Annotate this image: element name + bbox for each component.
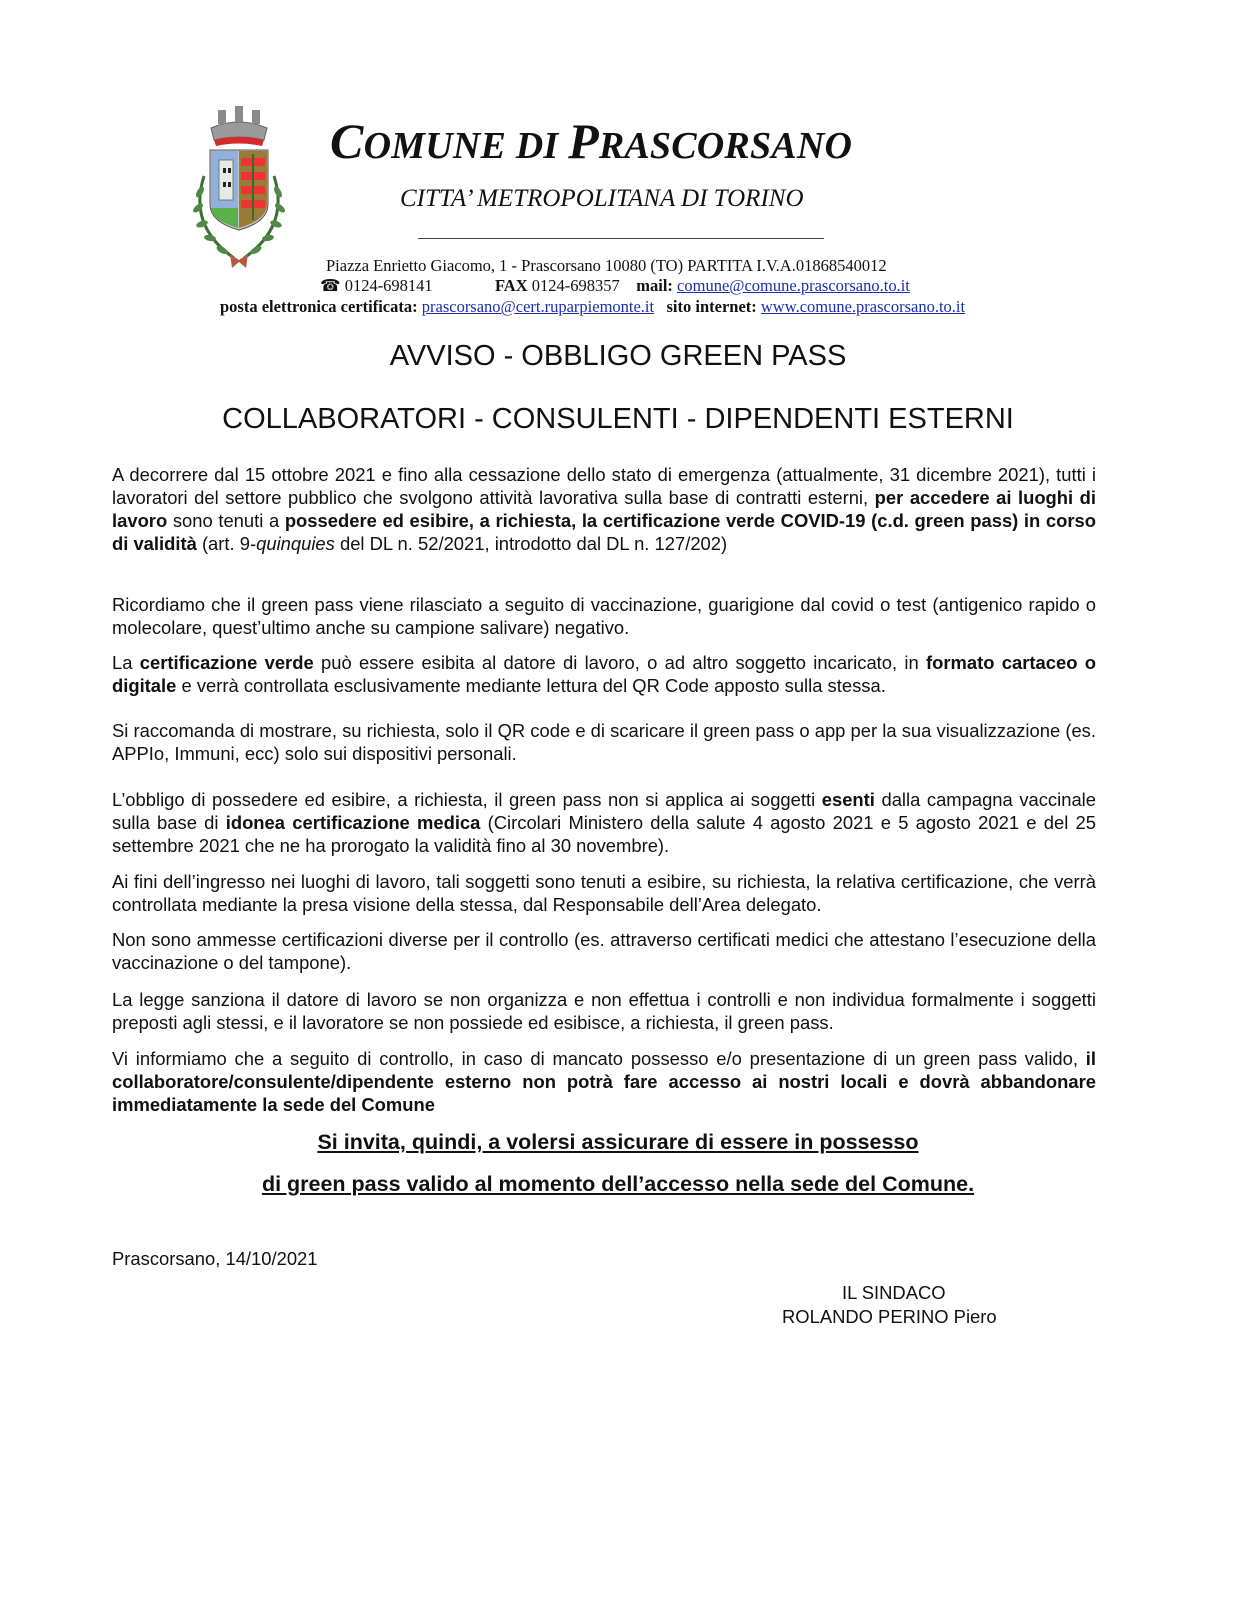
header-divider xyxy=(418,238,824,239)
call-to-action-line-1: Si invita, quindi, a volersi assicurare di essere in possesso xyxy=(317,1130,919,1154)
mail-link[interactable]: comune@comune.prascorsano.to.it xyxy=(677,276,910,295)
p4-text: Si raccomanda di mostrare, su richiesta, solo il QR code e di scaricare il green pass o app per la sua visualizzazione (es. APPIo, Immuni, ecc) solo sui dispositivi personali. xyxy=(112,720,1096,764)
contact-line xyxy=(320,276,910,296)
fax-number: 0124-698357 xyxy=(531,276,620,295)
place-and-date: Prascorsano, 14/10/2021 xyxy=(112,1248,318,1269)
municipality-name xyxy=(330,112,890,170)
site-label: sito internet: xyxy=(666,297,757,316)
title-initial-p: P xyxy=(568,113,599,169)
p1-text-e: (art. 9- xyxy=(196,533,257,554)
paragraph-3 xyxy=(112,651,1096,697)
fax-label: FAX xyxy=(494,276,528,295)
p5-text-c: dalla campagna vaccinale sulla base di xyxy=(112,789,1096,833)
p1-bold-d: possedere ed esibire, a richiesta, la certificazione verde COVID-19 (c.d. green pass) in corso di validità xyxy=(112,510,1096,554)
p2-text: Ricordiamo che il green pass viene rilasciato a seguito di vaccinazione, guarigione dal covid o test (antigenico rapido o molecolare, quest’ultimo anche su campione salivare) negativo. xyxy=(112,594,1096,638)
notice-subtitle: COLLABORATORI - CONSULENTI - DIPENDENTI ESTERNI xyxy=(222,403,1014,435)
p6-text: Ai fini dell’ingresso nei luoghi di lavoro, tali soggetti sono tenuti a esibire, su richiesta, la relativa certificazione, che verrà controllata mediante la presa visione della stessa, dal Responsabile dell’Area delegato. xyxy=(112,871,1096,915)
call-to-action-line-2: di green pass valido al momento dell’accesso nella sede del Comune. xyxy=(261,1172,975,1196)
pec-site-line xyxy=(220,297,965,317)
p3-bold-b: certificazione verde xyxy=(139,652,314,673)
paragraph-1 xyxy=(112,463,1096,555)
p1-text-g: del DL n. 52/2021, introdotto dal DL n. 127/202) xyxy=(334,533,728,554)
website-link[interactable]: www.comune.prascorsano.to.it xyxy=(760,297,966,316)
p3-text-a: La xyxy=(112,652,140,673)
coat-of-arms-logo xyxy=(178,96,300,276)
p9-text-a: Vi informiamo che a seguito di controllo, in caso di mancato possesso e/o presentazione di un green pass valido, xyxy=(112,1048,1086,1069)
p3-bold-d: formato cartaceo o digitale xyxy=(112,652,1096,696)
p5-bold-d: idonea certificazione medica xyxy=(225,812,481,833)
p1-bold-b: per accedere ai luoghi di lavoro xyxy=(112,487,1097,531)
paragraph-7 xyxy=(112,928,1096,974)
p1-italic-f: quinquies xyxy=(256,533,335,554)
paragraph-8 xyxy=(112,988,1096,1034)
p8-text: La legge sanziona il datore di lavoro se non organizza e non effettua i controlli e non individua formalmente i soggetti preposti agli stessi, e il lavoratore se non possiede ed esibisce, a richiesta, il green pass. xyxy=(112,989,1096,1033)
p7-text: Non sono ammesse certificazioni diverse per il controllo (es. attraverso certificati medici che attestano l’esecuzione della vaccinazione o del tampone). xyxy=(112,929,1096,973)
signatory-title: IL SINDACO xyxy=(842,1282,946,1303)
paragraph-6 xyxy=(112,870,1096,916)
p1-text-a: A decorrere dal 15 ottobre 2021 e fino alla cessazione dello stato di emergenza (attualmente, 31 dicembre 2021), tutti i lavoratori del settore pubblico che svolgono attività lavorativa sulla base di contratti esterni, xyxy=(112,464,1096,508)
p5-bold-b: esenti xyxy=(821,789,875,810)
paragraph-2 xyxy=(112,593,1096,639)
p9-bold-b: il collaboratore/consulente/dipendente esterno non potrà fare accesso ai nostri locali e dovrà abbandonare immediatamente la sede del Comune xyxy=(112,1048,1096,1115)
p3-text-e: e verrà controllata esclusivamente mediante lettura del QR Code apposto sulla stessa. xyxy=(176,675,886,696)
metropolitan-city-subtitle: CITTA’ METROPOLITANA DI TORINO xyxy=(400,185,804,212)
pec-label: posta elettronica certificata: xyxy=(220,297,418,316)
p3-text-c: può essere esibita al datore di lavoro, o ad altro soggetto incaricato, in xyxy=(313,652,927,673)
paragraph-9 xyxy=(112,1047,1096,1116)
title-part-1: OMUNE DI xyxy=(363,125,569,167)
paragraph-4 xyxy=(112,719,1096,765)
p5-text-a: L’obbligo di possedere ed esibire, a richiesta, il green pass non si applica ai soggetti xyxy=(112,789,822,810)
notice-title: AVVISO - OBBLIGO GREEN PASS xyxy=(389,340,847,372)
mail-label: mail: xyxy=(636,276,673,295)
phone-number: 0124-698141 xyxy=(344,276,433,295)
p5-text-e: (Circolari Ministero della salute 4 agosto 2021 e 5 agosto 2021 e del 25 settembre 2021 che ne ha prorogato la validità fino al 30 novembre). xyxy=(112,812,1096,856)
p1-text-c: sono tenuti a xyxy=(167,510,285,531)
paragraph-5 xyxy=(112,788,1096,857)
title-part-2: RASCORSANO xyxy=(598,125,853,167)
signatory-name: ROLANDO PERINO Piero xyxy=(782,1306,997,1327)
address-line: Piazza Enrietto Giacomo, 1 - Prascorsano 10080 (TO) PARTITA I.V.A.01868540012 xyxy=(326,256,887,275)
title-initial-c: C xyxy=(330,113,364,169)
telephone-icon: ☎ xyxy=(320,276,341,295)
pec-link[interactable]: prascorsano@cert.ruparpiemonte.it xyxy=(421,297,655,316)
